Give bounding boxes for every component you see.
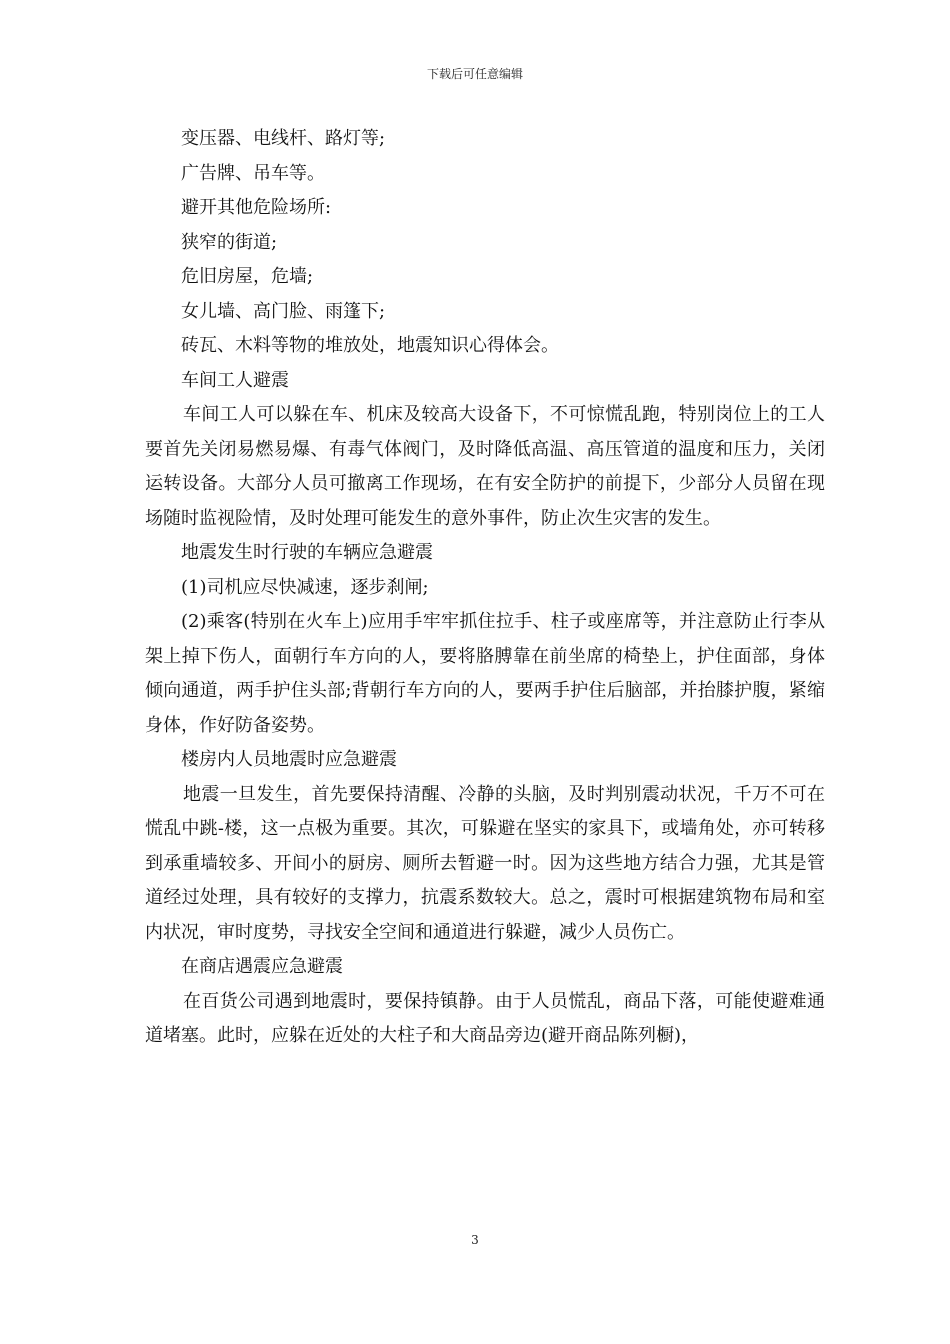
- paragraph: 广告牌、吊车等。: [181, 162, 325, 184]
- paragraph: 地震一旦发生，首先要保持清醒、冷静的头脑，及时判别震动状况，千万不可在慌乱中跳-楼，这一点极为重要。其次，可躲避在坚实的家具下，或墙角处，亦可转移到承重墙较多、开间小的厨房、厕所去暂避一时。因为这些地方结合力强，尤其是管道经过处理，具有较好的支撑力，抗震系数较大。总之，震时可根据建筑物布局和室内状况，审时度势，寻找安全空间和通道进行躲避，减少人员伤亡。: [145, 783, 825, 943]
- section-heading: 地震发生时行驶的车辆应急避震: [181, 542, 433, 563]
- paragraph: 狭窄的街道;: [181, 231, 278, 253]
- section-heading: 在商店遇震应急避震: [181, 956, 343, 977]
- paragraph: 危旧房屋，危墙;: [181, 266, 314, 287]
- paragraph: 避开其他危险场所:: [181, 197, 332, 218]
- section-heading: 楼房内人员地震时应急避震: [181, 749, 397, 770]
- paragraph: 在百货公司遇到地震时，要保持镇静。由于人员慌乱，商品下落，可能使避难通道堵塞。此时，应躲在近处的大柱子和大商品旁边(避开商品陈列橱)，: [145, 990, 825, 1046]
- paragraph: 砖瓦、木料等物的堆放处，地震知识心得体会。: [181, 335, 559, 356]
- section-heading: 车间工人避震: [181, 369, 289, 391]
- document-body: [145, 122, 825, 1054]
- paragraph: 车间工人可以躲在车、机床及较高大设备下，不可惊慌乱跑，特别岗位上的工人要首先关闭易燃易爆、有毒气体阀门，及时降低高温、高压管道的温度和压力，关闭运转设备。大部分人员可撤离工作现场，在有安全防护的前提下，少部分人员留在现场随时监视险情，及时处理可能发生的意外事件，防止次生灾害的发生。: [145, 404, 825, 529]
- page-number: 3: [471, 1233, 479, 1247]
- paragraph: 变压器、电线杆、路灯等;: [181, 128, 386, 149]
- list-item: (1)司机应尽快减速，逐步刹闸;: [181, 576, 429, 598]
- paragraph: 女儿墙、高门脸、雨篷下;: [181, 300, 386, 322]
- page-header: 下载后可任意编辑: [426, 67, 523, 81]
- list-item: (2)乘客(特别在火车上)应用手牢牢抓住拉手、柱子或座席等，并注意防止行李从架上掉下伤人，面朝行车方向的人，要将胳膊靠在前坐席的椅垫上，护住面部，身体倾向通道，两手护住头部;背朝行车方向的人，要两手护住后脑部，并抬膝护腹，紧缩身体，作好防备姿势。: [145, 611, 825, 736]
